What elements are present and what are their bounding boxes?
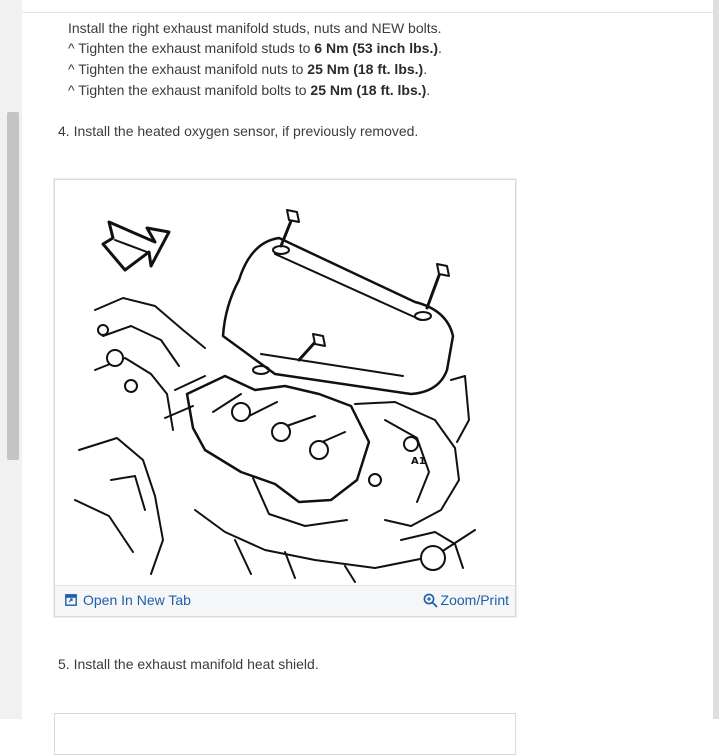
- step-5: 5. Install the exhaust manifold heat shield.: [58, 656, 319, 672]
- zoom-magnifier-icon: [423, 593, 438, 608]
- bullet-suffix: .: [438, 40, 442, 56]
- exhaust-manifold-illustration: [55, 180, 515, 584]
- bullet-text: Tighten the exhaust manifold studs to: [78, 40, 315, 56]
- bullet-suffix: .: [426, 82, 431, 98]
- scrollbar-thumb[interactable]: [7, 112, 19, 460]
- bullet-marker: ^: [68, 40, 79, 56]
- zoom-print-label: Zoom/Print: [440, 592, 509, 608]
- right-edge: [713, 0, 719, 719]
- diagram-callout-label: A1: [411, 456, 426, 467]
- figure-exhaust-manifold: [54, 179, 516, 617]
- zoom-print-button[interactable]: [423, 592, 509, 608]
- step-intro: Install the right exhaust manifold studs, nuts and NEW bolts.: [68, 20, 442, 36]
- top-bar: [22, 0, 713, 13]
- bullet-marker: ^: [68, 82, 79, 98]
- left-panel: [0, 0, 23, 719]
- bullet-text: Tighten the exhaust manifold nuts to: [78, 61, 308, 77]
- torque-value: 25 Nm (18 ft. lbs.): [307, 61, 424, 77]
- open-in-new-tab-label: Open In New Tab: [83, 592, 191, 608]
- figure-toolbar: [55, 585, 515, 616]
- bullet-suffix: .: [423, 61, 428, 77]
- step-4: 4. Install the heated oxygen sensor, if previously removed.: [58, 123, 419, 139]
- open-in-new-tab-button[interactable]: [65, 592, 191, 608]
- document-content: [22, 13, 713, 719]
- bullet-text: Tighten the exhaust manifold bolts to: [78, 82, 311, 98]
- torque-value: 25 Nm (18 ft. lbs.): [310, 82, 427, 98]
- torque-bullet: [68, 60, 427, 78]
- torque-value: 6 Nm (53 inch lbs.): [314, 40, 438, 56]
- open-in-new-tab-icon: [65, 594, 77, 606]
- torque-bullet: [68, 81, 430, 99]
- bullet-marker: ^: [68, 61, 79, 77]
- torque-bullet: [68, 39, 442, 57]
- next-figure-frame: [54, 713, 516, 755]
